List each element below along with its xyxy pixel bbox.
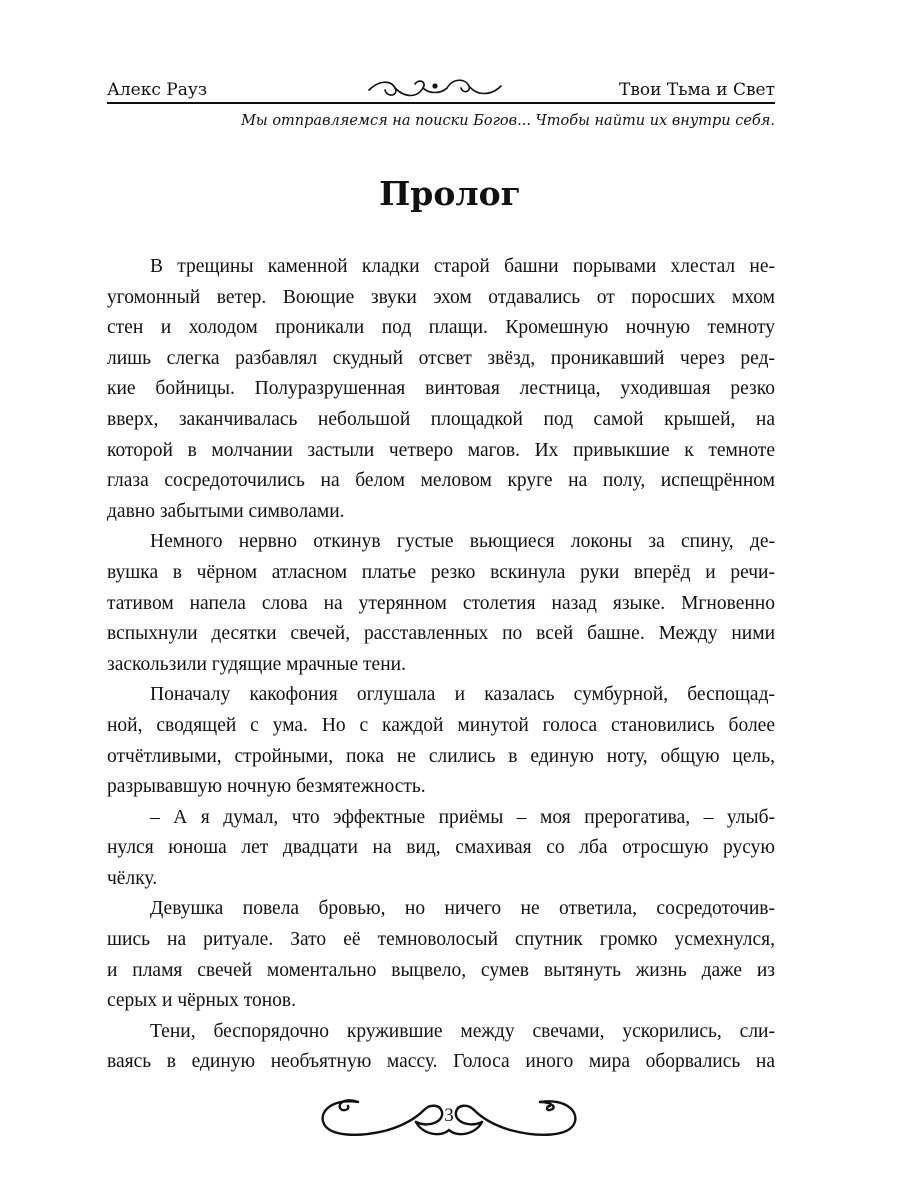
- text-line: тативом напела слова на утерянном столетия назад языке. Мгновенно: [107, 592, 775, 614]
- text-line: Поначалу какофония оглушала и казалась сумбурной, беспощад-: [150, 684, 775, 706]
- text-line: ваясь в единую необъятную массу. Голоса иного мира оборвались на: [107, 1051, 775, 1073]
- text-line: лишь слегка разбавлял скудный отсвет звёзд, проникавший через ред-: [107, 347, 775, 369]
- body-text: [107, 252, 775, 1078]
- header-rule: [107, 102, 775, 104]
- text-line: вверх, заканчивалась небольшой площадкой под самой крышей, на: [107, 408, 775, 430]
- text-line: В трещины каменной кладки старой башни порывами хлестал не-: [150, 256, 775, 277]
- text-line: которой в молчании застыли четверо магов. Их привыкшие к темноте: [107, 439, 775, 461]
- text-line: серых и чёрных тонов.: [107, 990, 296, 1012]
- text-line: давно забытыми символами.: [107, 500, 345, 522]
- text-line: разрывавшую ночную безмятежность.: [107, 776, 426, 798]
- text-line: отчётливыми, стройными, пока не слились в единую ноту, общую цель,: [107, 745, 775, 767]
- text-line: Тени, беспорядочно кружившие между свечами, ускорились, сли-: [150, 1020, 775, 1042]
- text-line: нулся юноша лет двадцати на вид, смахивая со лба отросшую русую: [107, 837, 775, 859]
- text-line: чёлку.: [107, 867, 158, 889]
- text-line: угомонный ветер. Воющие звуки эхом отдавались от поросших мхом: [107, 286, 775, 308]
- text-line: Девушка повела бровью, но ничего не ответила, сосредоточив-: [150, 898, 775, 920]
- page-footer: [318, 1094, 580, 1142]
- text-line: стен и холодом проникали под плащи. Кромешную ночную темноту: [107, 317, 775, 339]
- text-line: кие бойницы. Полуразрушенная винтовая лестница, уходившая резко: [107, 378, 775, 400]
- text-line: Немного нервно откинув густые вьющиеся локоны за спину, де-: [150, 531, 775, 553]
- header-ornament-icon: [365, 72, 505, 102]
- text-line: заскользили гудящие мрачные тени.: [107, 653, 406, 675]
- text-line: и пламя свечей моментально выцвело, сумев вытянуть жизнь даже из: [107, 959, 775, 981]
- header-book-title: Твои Тьма и Свет: [618, 80, 775, 100]
- text-line: шись на ритуале. Зато её темноволосый спутник громко усмехнулся,: [107, 929, 775, 951]
- text-line: глаза сосредоточились на белом меловом круге на полу, испещрённом: [107, 470, 775, 492]
- epigraph: Мы отправляемся на поиски Богов... Чтобы найти их внутри себя.: [241, 113, 775, 129]
- header-author: Алекс Рауз: [107, 80, 208, 100]
- text-line: – А я думал, что эффектные приёмы – моя прерогатива, – улыб-: [150, 806, 775, 828]
- text-line: ной, сводящей с ума. Но с каждой минутой голоса становились более: [107, 714, 775, 736]
- chapter-title: Пролог: [379, 174, 521, 213]
- running-header: [107, 78, 775, 104]
- text-line: вушка в чёрном атласном платье резко вскинула руки вперёд и речи-: [107, 561, 775, 583]
- text-line: вспыхнули десятки свечей, расставленных по всей башне. Между ними: [107, 623, 775, 645]
- page-number: 3: [444, 1105, 454, 1126]
